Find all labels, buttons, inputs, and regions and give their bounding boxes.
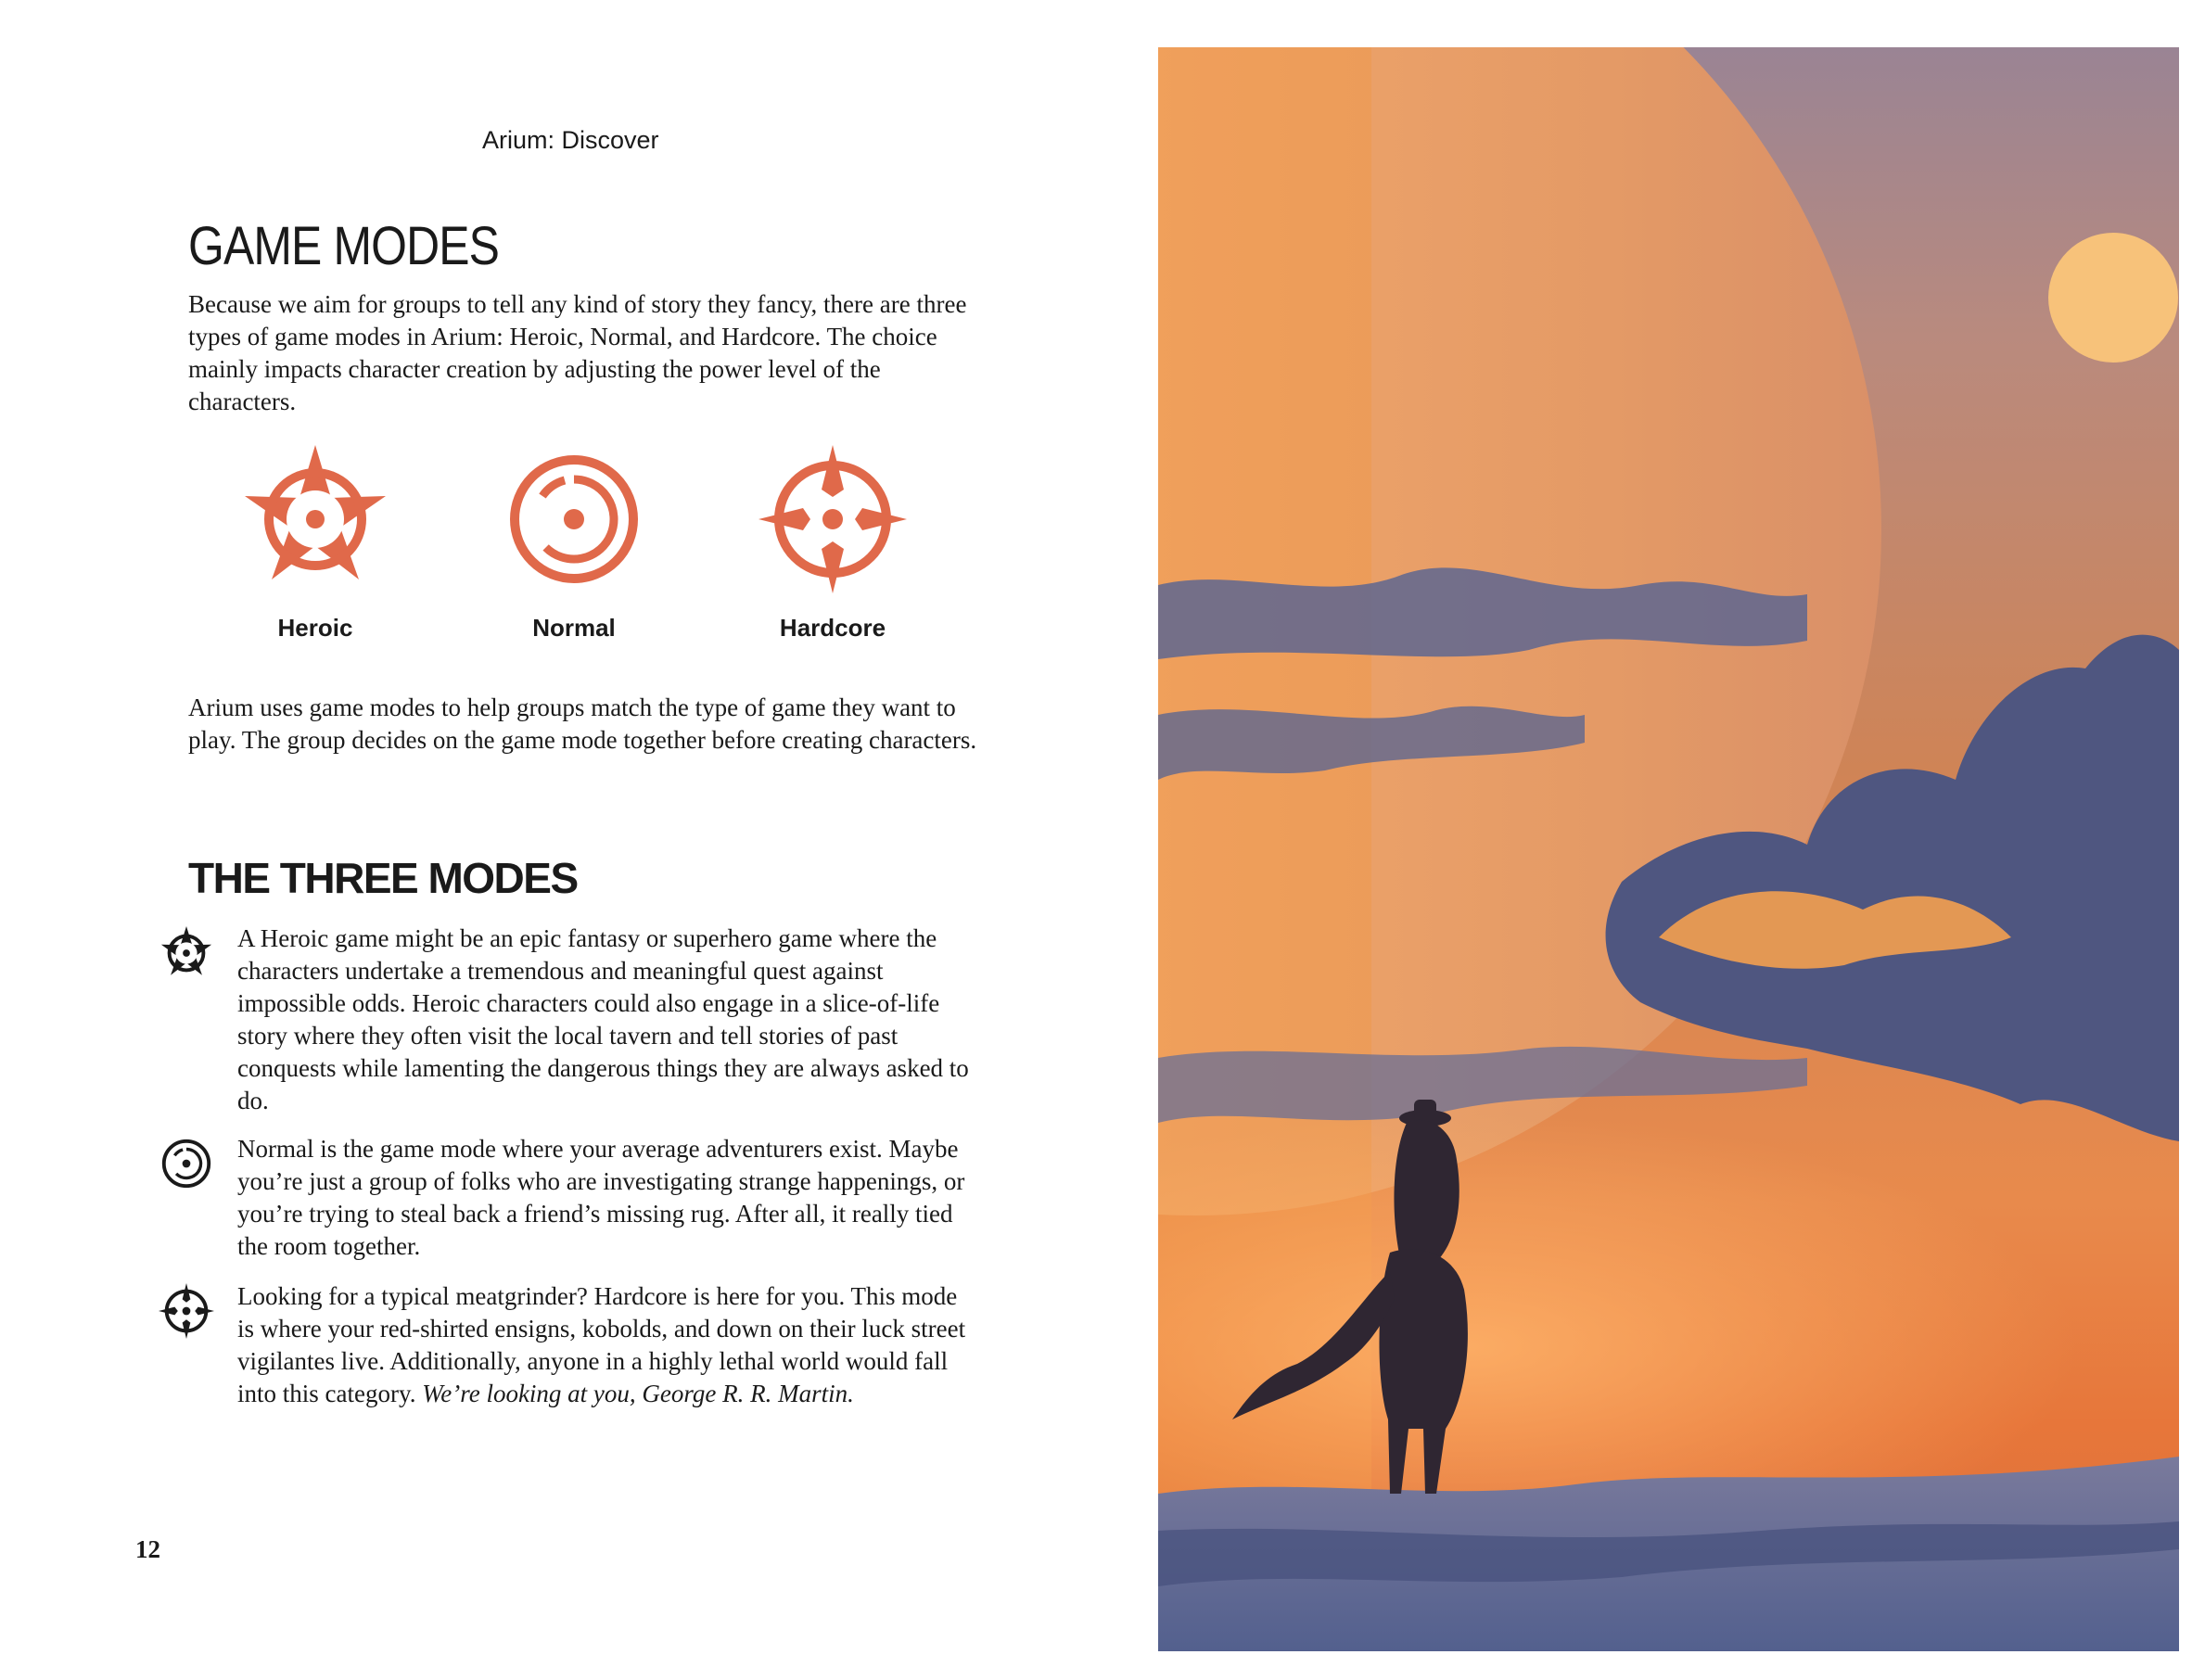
normal-text: Normal is the game mode where your average adventurers exist. Maybe you’re just a group of folks who are investigating strange happenings, or you’re trying to steal back a friend’s missing rug. After all, it really tied the room together. [237,1135,965,1260]
mode-icon-row [232,443,974,666]
hardcore-mode [749,443,916,643]
star-target-icon [158,924,215,982]
normal-label: Normal [532,614,616,642]
cowboy-planet-illustration [1158,47,2179,1651]
game-modes-heading: GAME MODES [188,216,500,276]
crosshair-icon [757,443,909,595]
heroic-description [158,923,974,1117]
crosshair-icon [158,1282,215,1340]
normal-description [158,1133,974,1263]
hardcore-text-main: Looking for a typical meatgrinder? Hardcore is here for you. This mode is where your red-shirted ensigns, kobolds, and down on their luck street vigilantes live. Additionally, anyone in a highly lethal world would fall into this category. [237,1282,966,1407]
concentric-rings-icon [498,443,650,595]
hardcore-label: Hardcore [779,614,886,642]
running-head: Arium: Discover [482,126,659,154]
intro-paragraph: Because we aim for groups to tell any kind of story they fancy, there are three types of game modes in Arium: Heroic, Normal, and Hardcore. The choice mainly impacts character creation by adjusting the power level of the characters. [188,290,967,415]
three-modes-heading: THE THREE MODES [188,854,578,902]
concentric-rings-icon [158,1135,215,1192]
hardcore-text-italic: We’re looking at you, George R. R. Martin. [422,1380,854,1407]
heroic-text: A Heroic game might be an epic fantasy or superhero game where the characters undertake a tremendous and meaningful quest against impossible odds. Heroic characters could also engage in a slice-of-life story where they often visit the local tavern and tell stories of past conquests while lamenting the dangerous things they are always asked to do. [237,924,969,1114]
game-modes-paragraph: Arium uses game modes to help groups match the type of game they want to play. The group decides on the game mode together before creating characters. [188,694,977,754]
star-target-icon [239,443,391,595]
hardcore-description [158,1280,974,1410]
normal-mode [491,443,657,643]
heroic-mode [232,443,399,643]
illustration-scene [1158,47,2179,1651]
heroic-label: Heroic [277,614,353,642]
page-number: 12 [135,1535,160,1563]
hardcore-text [237,1280,974,1410]
